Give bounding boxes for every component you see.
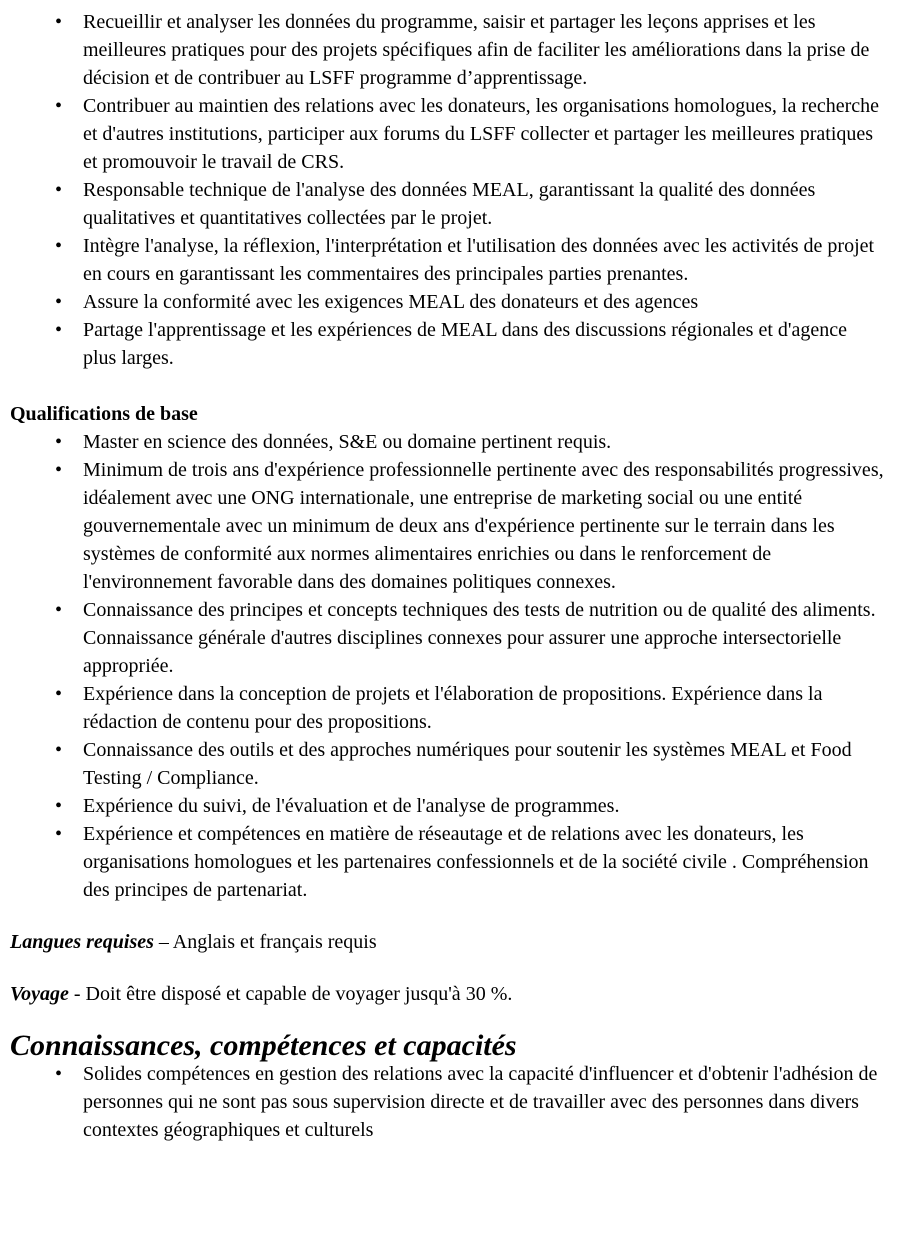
qualifications-list <box>10 428 885 904</box>
list-item: • Expérience du suivi, de l'évaluation et de l'analyse de programmes. <box>83 792 885 820</box>
travel-line <box>10 980 885 1008</box>
heading-qualifications: Qualifications de base <box>10 403 198 425</box>
responsibilities-list <box>10 8 885 372</box>
languages-label: Langues requises <box>10 931 154 953</box>
list-item: • Master en science des données, S&E ou domaine pertinent requis. <box>83 428 885 456</box>
heading-skills: Connaissances, compétences et capacités <box>10 1029 517 1062</box>
skills-list <box>10 1060 885 1144</box>
list-item: • Minimum de trois ans d'expérience professionnelle pertinente avec des responsabilités progressives, idéalement avec une ONG internationale, une entreprise de marketing social ou une entité gouvernementale avec un minimum de deux ans d'expérience pertinente sur le terrain dans les systèmes de conformité aux normes alimentaires enrichies ou dans le renforcement de l'environnement favorable dans des domaines politiques connexes. <box>83 456 885 596</box>
list-item: • Contribuer au maintien des relations avec les donateurs, les organisations homologues, la recherche et d'autres institutions, participer aux forums du LSFF collecter et partager les meilleures pratiques et promouvoir le travail de CRS. <box>83 92 885 176</box>
languages-text: – Anglais et français requis <box>153 931 377 953</box>
travel-label: Voyage <box>10 983 69 1005</box>
languages-line <box>10 928 885 956</box>
list-item: • Connaissance des outils et des approches numériques pour soutenir les systèmes MEAL et Food Testing / Compliance. <box>83 736 885 792</box>
travel-text: - Doit être disposé et capable de voyager jusqu'à 30 %. <box>68 983 513 1005</box>
list-item: • Partage l'apprentissage et les expériences de MEAL dans des discussions régionales et d'agence plus larges. <box>83 316 885 372</box>
list-item: • Expérience et compétences en matière de réseautage et de relations avec les donateurs, les organisations homologues et les partenaires confessionnels et de la société civile . Compréhension des principes de partenariat. <box>83 820 885 904</box>
list-item: • Connaissance des principes et concepts techniques des tests de nutrition ou de qualité des aliments. Connaissance générale d'autres disciplines connexes pour assurer une approche intersectorielle appropriée. <box>83 596 885 680</box>
list-item: • Expérience dans la conception de projets et l'élaboration de propositions. Expérience dans la rédaction de contenu pour des propositions. <box>83 680 885 736</box>
list-item: • Responsable technique de l'analyse des données MEAL, garantissant la qualité des données qualitatives et quantitatives collectées par le projet. <box>83 176 885 232</box>
list-item: • Recueillir et analyser les données du programme, saisir et partager les leçons apprises et les meilleures pratiques pour des projets spécifiques afin de faciliter les améliorations dans la prise de décision et de contribuer au LSFF programme d’apprentissage. <box>83 8 885 92</box>
list-item: • Solides compétences en gestion des relations avec la capacité d'influencer et d'obtenir l'adhésion de personnes qui ne sont pas sous supervision directe et de travailler avec des personnes dans divers contextes géographiques et culturels <box>83 1060 885 1144</box>
list-item: • Assure la conformité avec les exigences MEAL des donateurs et des agences <box>83 288 885 316</box>
list-item: • Intègre l'analyse, la réflexion, l'interprétation et l'utilisation des données avec les activités de projet en cours en garantissant les commentaires des principales parties prenantes. <box>83 232 885 288</box>
